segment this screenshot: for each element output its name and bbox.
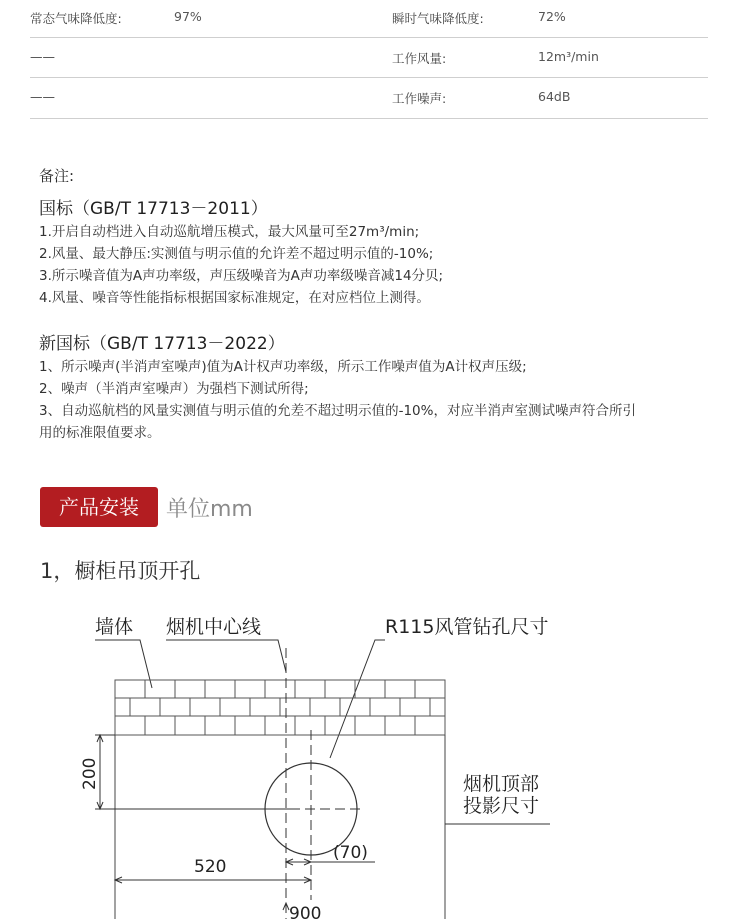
wall-band xyxy=(115,680,445,735)
gb2011-title: 国标（GB/T 17713－2011） xyxy=(39,199,268,219)
dimension-520 xyxy=(115,877,311,883)
gb2022-line: 用的标准限值要求。 xyxy=(39,425,161,441)
divider xyxy=(30,77,708,78)
spec-value-instant-odor: 72% xyxy=(538,9,566,24)
notes-gb2011 xyxy=(39,194,719,309)
notes-label: 备注: xyxy=(39,167,75,185)
dim-520-text: 520 xyxy=(194,857,227,877)
install-badge: 产品安装 xyxy=(40,487,158,527)
spec-value-noise: 64dB xyxy=(538,89,571,104)
spec-label-noise: 工作噪声: xyxy=(392,91,447,106)
spec-placeholder-dash: —— xyxy=(30,49,55,64)
leader-lines xyxy=(95,640,385,758)
spec-placeholder-dash: —— xyxy=(30,89,55,104)
unit-label: 单位mm xyxy=(166,497,253,522)
diagram-label-centerline: 烟机中心线 xyxy=(166,616,262,638)
spec-label-instant-odor: 瞬时气味降低度: xyxy=(392,11,484,26)
gb2011-line: 4.风量、噪音等性能指标根据国家标准规定，在对应档位上测得。 xyxy=(39,290,430,306)
cabinet-hole-diagram xyxy=(0,600,750,919)
spec-value-normal-odor: 97% xyxy=(174,9,202,24)
dim-70-text: (70) xyxy=(333,843,368,863)
dim-200-text: 200 xyxy=(80,757,100,790)
gb2022-line: 3、自动巡航档的风量实测值与明示值的允差不超过明示值的-10%，对应半消声室测试噪声符合所引 xyxy=(39,403,636,419)
gb2011-line: 1.开启自动档进入自动巡航增压模式，最大风量可至27m³/min; xyxy=(39,224,420,240)
gb2022-line: 2、噪声（半消声室噪声）为强档下测试所得; xyxy=(39,381,309,397)
diagram-label-r115: R115风管钻孔尺寸 xyxy=(385,616,549,638)
divider xyxy=(30,118,708,119)
projection-label-line2: 投影尺寸 xyxy=(463,795,540,817)
projection-outline xyxy=(115,735,445,919)
divider xyxy=(30,37,708,38)
spec-value-airflow: 12m³/min xyxy=(538,49,599,64)
dim-900-text: 900 xyxy=(289,904,322,919)
notes-section xyxy=(39,165,719,186)
spec-label-airflow: 工作风量: xyxy=(392,51,447,66)
gb2011-line: 2.风量、最大静压:实测值与明示值的允许差不超过明示值的-10%; xyxy=(39,246,434,262)
step1-title: 1，橱柜吊顶开孔 xyxy=(40,559,201,583)
gb2022-line: 1、所示噪声(半消声室噪声)值为A计权声功率级，所示工作噪声值为A计权声压级; xyxy=(39,359,527,375)
diagram-label-wall: 墙体 xyxy=(95,616,134,638)
gb2022-title: 新国标（GB/T 17713－2022） xyxy=(39,334,285,354)
notes-gb2022 xyxy=(39,329,719,444)
center-lines xyxy=(260,648,360,919)
gb2011-line: 3.所示噪音值为A声功率级，声压级噪音为A声功率级噪音减14分贝; xyxy=(39,268,444,284)
spec-label-normal-odor: 常态气味降低度: xyxy=(30,11,122,26)
projection-label-line1: 烟机顶部 xyxy=(463,773,540,795)
dimension-200 xyxy=(95,735,290,809)
